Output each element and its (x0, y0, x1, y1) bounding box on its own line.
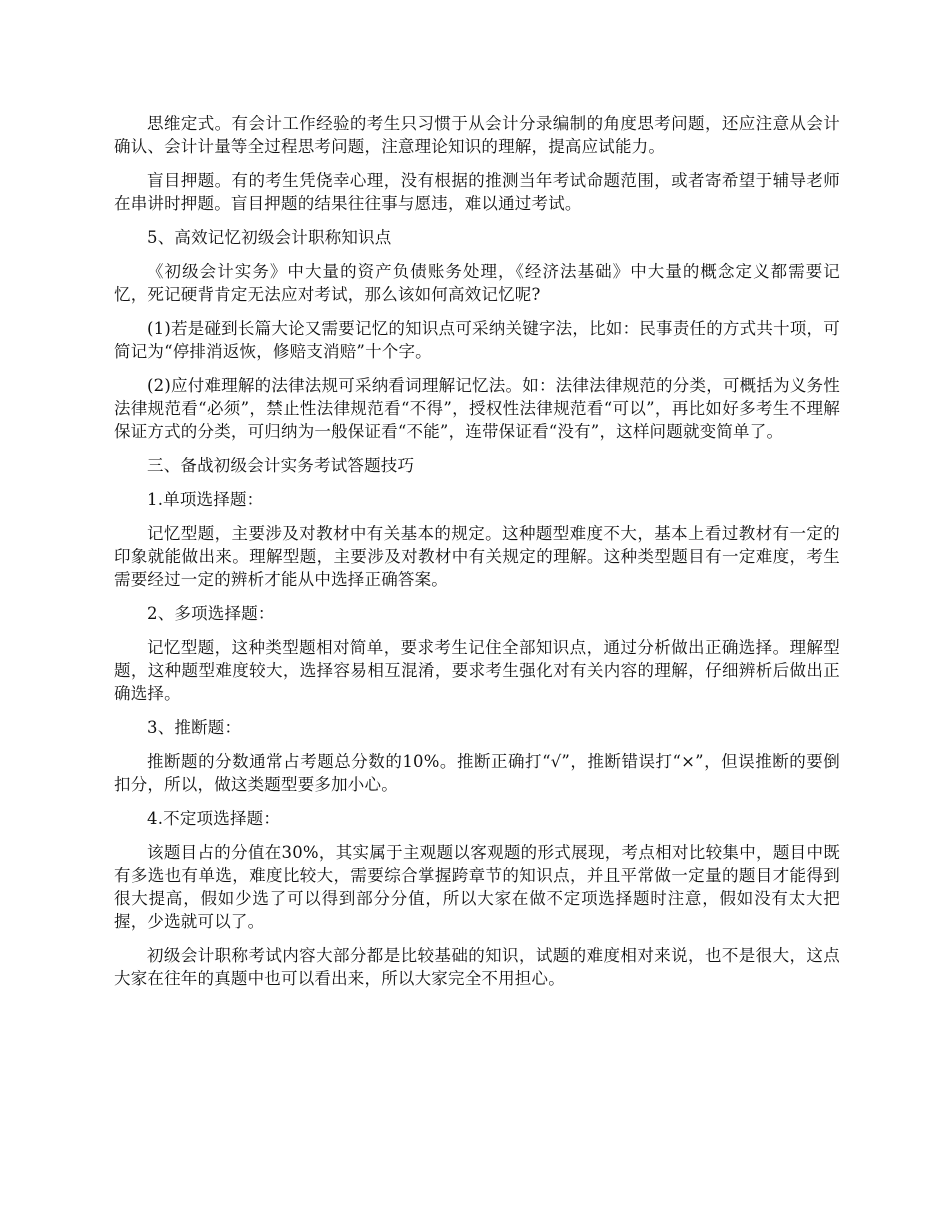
paragraph-judgment: 推断题的分数通常占考题总分数的10%。推断正确打“√”，推断错误打“×”，但误推断的要倒扣分，所以，做这类题型要多加小心。 (114, 752, 840, 794)
paragraph-memory-intro: 《初级会计实务》中大量的资产负债账务处理，《经济法基础》中大量的概念定义都需要记忆，死记硬背肯定无法应对考试，那么该如何高效记忆呢? (114, 262, 840, 304)
subheading-multiple-choice: 2、多项选择题： (147, 604, 275, 623)
subheading-indefinite-choice: 4.不定项选择题： (147, 809, 281, 828)
paragraph-blind-guessing: 盲目押题。有的考生凭侥幸心理，没有根据的推测当年考试命题范围，或者寄希望于辅导老师在串讲时押题。盲目押题的结果往往事与愿违，难以通过考试。 (114, 171, 840, 213)
paragraph-thinking-pattern: 思维定式。有会计工作经验的考生只习惯于从会计分录编制的角度思考问题，还应注意从会计确认、会计计量等全过程思考问题，注意理论知识的理解，提高应试能力。 (114, 114, 840, 156)
section-heading-answer-tips: 三、备战初级会计实务考试答题技巧 (147, 456, 415, 475)
paragraph-single-choice: 记忆型题，主要涉及对教材中有关基本的规定。这种题型难度不大，基本上看过教材有一定的印象就能做出来。理解型题，主要涉及对教材中有关规定的理解。这种类型题目有一定难度，考生需要经过一定的辨析才能从中选择正确答案。 (114, 524, 840, 589)
paragraph-multiple-choice: 记忆型题，这种类型题相对简单，要求考生记住全部知识点，通过分析做出正确选择。理解型题，这种题型难度较大，选择容易相互混淆，要求考生强化对有关内容的理解，仔细辨析后做出正确选择。 (114, 638, 840, 703)
paragraph-conclusion: 初级会计职称考试内容大部分都是比较基础的知识，试题的难度相对来说，也不是很大，这点大家在往年的真题中也可以看出来，所以大家完全不用担心。 (114, 946, 840, 988)
section-heading-memory: 5、高效记忆初级会计职称知识点 (147, 228, 392, 247)
subheading-single-choice: 1.单项选择题： (147, 490, 264, 509)
paragraph-word-understanding-method: (2)应付难理解的法律法规可采纳看词理解记忆法。如：法律法律规范的分类，可概括为义务性法律规范看“必须”，禁止性法律规范看“不得”，授权性法律规范看“可以”，再比如好多考生不理解保证方式的分类，可归纳为一般保证看“不能”，连带保证看“没有”，这样问题就变简单了。 (114, 376, 840, 441)
document-body (114, 112, 840, 1001)
paragraph-keyword-method: (1)若是碰到长篇大论又需要记忆的知识点可采纳关键字法，比如：民事责任的方式共十项，可简记为“停排消返恢，修赔支消赔”十个字。 (114, 319, 840, 361)
subheading-judgment: 3、推断题： (147, 718, 242, 737)
paragraph-indefinite-choice: 该题目占的分值在30%，其实属于主观题以客观题的形式展现，考点相对比较集中，题目中既有多选也有单选，难度比较大，需要综合掌握跨章节的知识点，并且平常做一定量的题目才能得到很大提高，假如少选了可以得到部分分值，所以大家在做不定项选择题时注意，假如没有太大把握，少选就可以了。 (114, 843, 840, 931)
